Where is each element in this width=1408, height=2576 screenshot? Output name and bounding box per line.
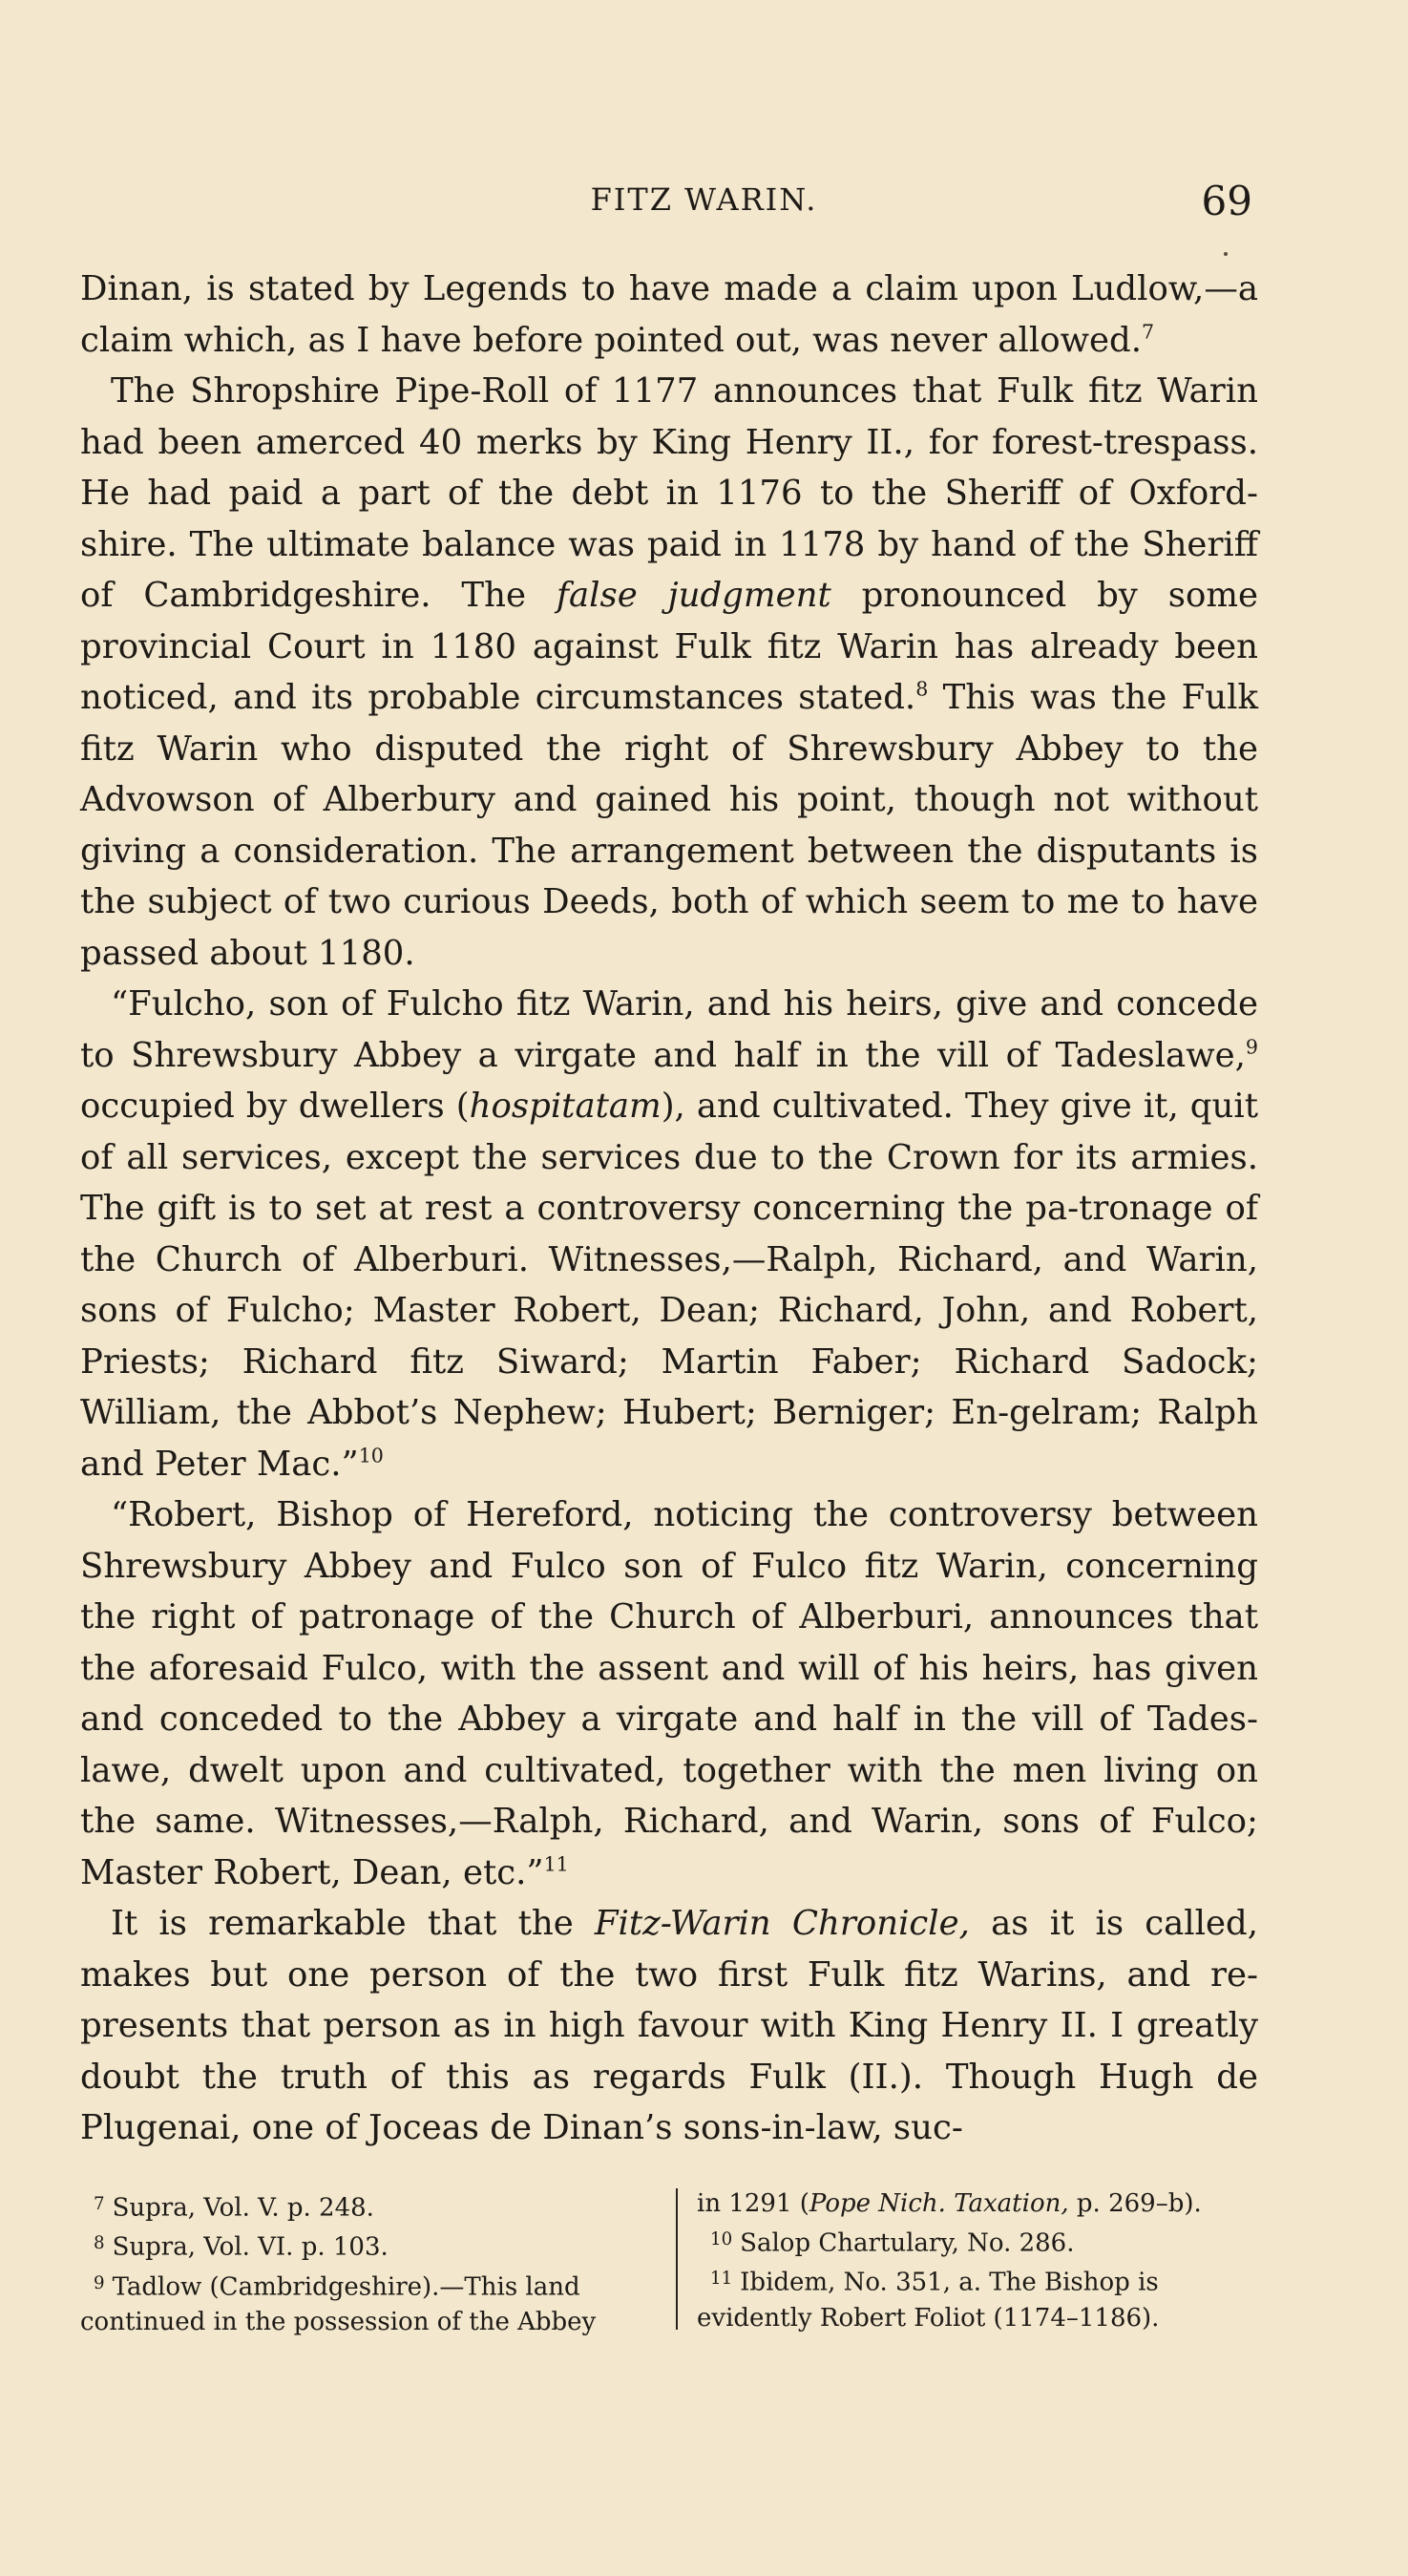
- footnote-9-continued: continued in the possession of the Abbey: [80, 2308, 597, 2337]
- paragraph-3: “Fulcho, son of Fulcho fitz Warin, and his heirs, give and concede to Shrewsbury Abbey a virgate and half in the vill of Tadeslawe,$^9$ occupied by dwellers (hospitatam), and cultivated. They give it, quit of all services, except the services due to the Crown for its armies. The gift is to set at rest a controversy concerning the pa-tronage of the Church of Alberburi. Witnesses,—Ralph, Richard, and Warin, sons of Fulcho; Master Robert, Dean; Richard, John, and Robert, Priests; Richard fitz Siward; Martin Faber; Richard Sadock; William, the Abbot’s Nephew; Hubert; Berniger; En-gelram; Ralph and Peter Mac.”$^{10}$: [80, 984, 1258, 1484]
- running-title: FITZ WARIN.: [590, 181, 818, 218]
- footnote-column-divider: [676, 2188, 678, 2330]
- footnote-ref-10[interactable]: 10: [358, 1444, 384, 1467]
- footnote-ref-11[interactable]: 11: [543, 1852, 569, 1876]
- footnote-8: $^8$ Supra, Vol. VI. p. 103.: [94, 2232, 389, 2262]
- footnote-9: $^9$ Tadlow (Cambridgeshire).—This land: [94, 2272, 580, 2302]
- footnote-10: $^{10}$ Salop Chartulary, No. 286.: [710, 2228, 1075, 2258]
- footnotes-left-column: [80, 2186, 658, 2340]
- paragraph-4: “Robert, Bishop of Hereford, noticing the controversy between Shrewsbury Abbey and Fulco son of Fulco fitz Warin, concerning the right of patronage of the Church of Alberburi, announces that the aforesaid Fulco, with the assent and will of his heirs, has given and conceded to the Abbey a virgate and half in the vill of Tades-lawe, dwelt upon and cultivated, together with the men living on the same. Witnesses,—Ralph, Richard, and Warin, sons of Fulco; Master Robert, Dean, etc.”$^{11}$: [80, 1495, 1258, 1892]
- footnotes: [80, 2186, 1258, 2339]
- running-head: [0, 178, 1408, 224]
- print-speck: [1224, 252, 1228, 256]
- page-number: 69: [1201, 178, 1252, 224]
- paragraph-5: It is remarkable that the Fitz-Warin Chronicle, as it is called, makes but one person of the two first Fulk fitz Warins, and re-presents that person as in high favour with King Henry II. I greatly doubt the truth of this as regards Fulk (II.). Though Hugh de Plugenai, one of Joceas de Dinan’s sons-in-law, suc-: [80, 1904, 1259, 2147]
- footnote-ref-8[interactable]: 8: [915, 677, 929, 701]
- footnote-7: $^7$ Supra, Vol. V. p. 248.: [94, 2193, 374, 2223]
- footnote-ref-9[interactable]: 9: [1245, 1035, 1258, 1059]
- footnote-ref-7[interactable]: 7: [1142, 320, 1155, 344]
- paragraph-1: Dinan, is stated by Legends to have made a claim upon Ludlow,—a claim which, as I have before pointed out, was never allowed.$^7$: [80, 269, 1258, 360]
- footnote-11: $^{11}$ Ibidem, No. 351, a. The Bishop is: [710, 2268, 1159, 2297]
- footnotes-right-column: [697, 2186, 1258, 2336]
- body-text: [80, 264, 1258, 2154]
- footnote-9-continued-2: in 1291 (Pope Nich. Taxation, p. 269–b).: [697, 2189, 1202, 2218]
- footnote-11-continued: evidently Robert Foliot (1174–1186).: [697, 2303, 1160, 2333]
- paragraph-2: The Shropshire Pipe-Roll of 1177 announces that Fulk fitz Warin had been amerced 40 merks by King Henry II., for forest-trespass. He had paid a part of the debt in 1176 to the Sheriff of Oxford-shire. The ultimate balance was paid in 1178 by hand of the Sheriff of Cambridgeshire. The false judgment pronounced by some provincial Court in 1180 against Fulk fitz Warin has already been noticed, and its probable circumstances stated.$^8$ This was the Fulk fitz Warin who disputed the right of Shrewsbury Abbey to the Advowson of Alberbury and gained his point, though not without giving a consideration. The arrangement between the disputants is the subject of two curious Deeds, both of which seem to me to have passed about 1180.: [80, 371, 1258, 973]
